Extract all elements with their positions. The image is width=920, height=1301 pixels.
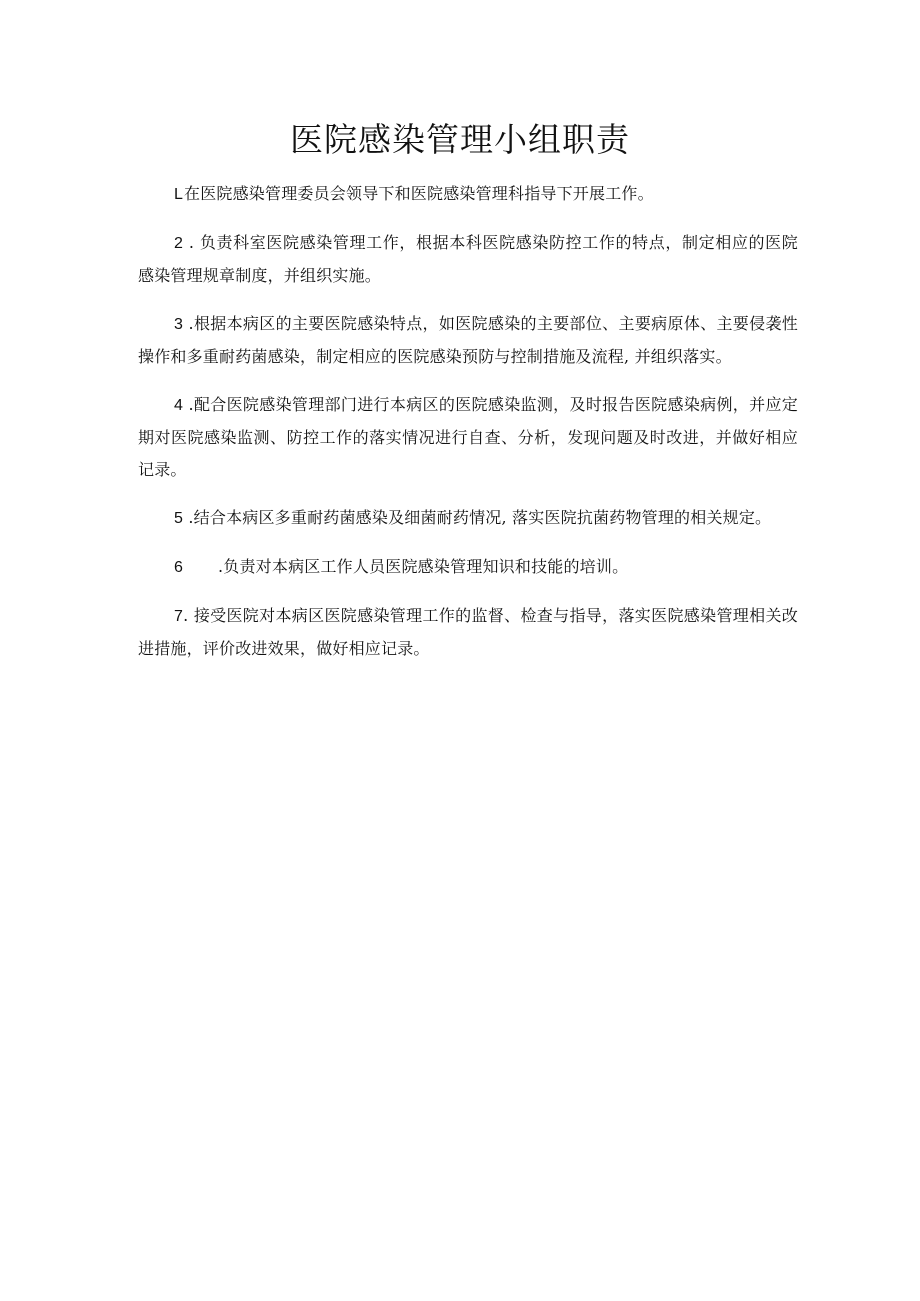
- list-item: [138, 551, 798, 584]
- item-number: 7: [174, 608, 184, 625]
- item-number: 4: [174, 397, 184, 414]
- document-body: [138, 178, 798, 681]
- item-text: .结合本病区多重耐药菌感染及细菌耐药情况, 落实医院抗菌药物管理的相关规定。: [183, 508, 772, 527]
- item-text: .负责对本病区工作人员医院感染管理知识和技能的培训。: [218, 557, 629, 576]
- item-number: 2: [174, 235, 184, 252]
- item-number: 5: [174, 510, 184, 527]
- item-text: .配合医院感染管理部门进行本病区的医院感染监测，及时报告医院感染病例，并应定期对医院感染监测、防控工作的落实情况进行自查、分析，发现问题及时改进，并做好相应记录。: [138, 395, 798, 479]
- item-text: . 接受医院对本病区医院感染管理工作的监督、检查与指导，落实医院感染管理相关改进措施，评价改进效果，做好相应记录。: [138, 606, 798, 658]
- list-item: [138, 600, 798, 665]
- list-item: [138, 502, 798, 535]
- list-item: [138, 227, 798, 292]
- document-title: 医院感染管理小组职责: [290, 120, 630, 159]
- list-item: [138, 308, 798, 373]
- item-text: . 负责科室医院感染管理工作，根据本科医院感染防控工作的特点，制定相应的医院感染管理规章制度，并组织实施。: [138, 233, 798, 285]
- item-number: 3: [174, 316, 184, 333]
- item-text: .根据本病区的主要医院感染特点，如医院感染的主要部位、主要病原体、主要侵袭性操作和多重耐药菌感染，制定相应的医院感染预防与控制措施及流程, 并组织落实。: [138, 314, 798, 366]
- item-number: L: [174, 186, 184, 203]
- item-text: 在医院感染管理委员会领导下和医院感染管理科指导下开展工作。: [184, 184, 654, 203]
- list-item: [138, 178, 798, 211]
- item-number: 6: [174, 559, 184, 576]
- list-item: [138, 389, 798, 486]
